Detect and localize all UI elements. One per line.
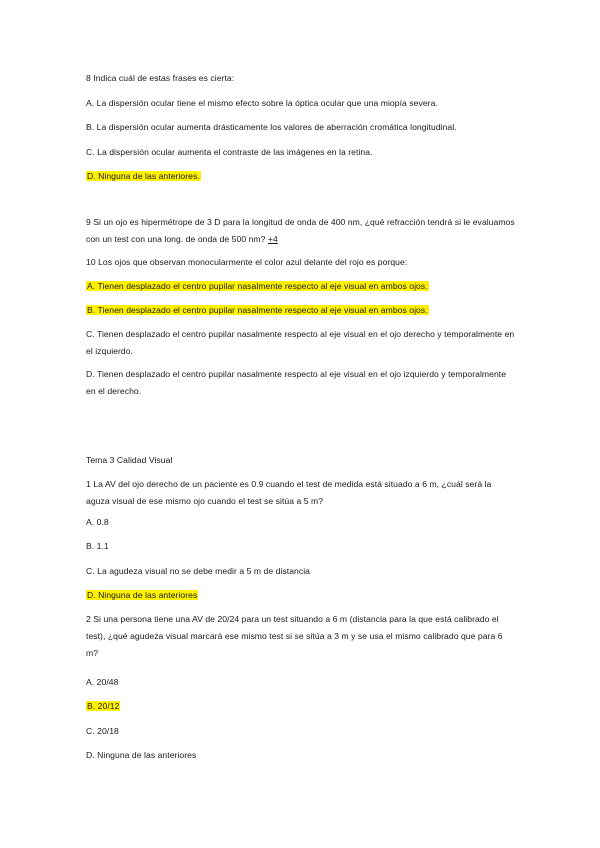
q10-option-b [86, 304, 429, 316]
q10-option-d: D. Tienen desplazado el centro pupilar nasalmente respecto al eje visual en el ojo izquierdo y temporalmente en el derecho. [86, 369, 507, 396]
q10-option-c: C. Tienen desplazado el centro pupilar nasalmente respecto al eje visual en el ojo derecho y temporalmente en el izquierdo. [86, 329, 515, 356]
q10-option-a [86, 280, 429, 292]
q9-text [86, 214, 516, 248]
q9-answer: +4 [267, 234, 278, 244]
q10-option-a-highlight: A. Tienen desplazado el centro pupilar nasalmente respecto al eje visual en ambos ojos. [87, 281, 428, 291]
t3q2-option-b [86, 700, 120, 712]
t3q1-option-c: C. La agudeza visual no se debe medir a 5 m de distancia [86, 566, 310, 576]
q9-question: 9 Si un ojo es hipermétrope de 3 D para la longitud de onda de 400 nm, ¿qué refracción tendrá si le evaluamos con un test con una long. de onda de 500 nm? [86, 217, 515, 244]
t3q2-option-b-highlight: B. 20/12 [87, 701, 120, 711]
section-title: Tema 3 Calidad Visual [86, 455, 173, 465]
t3q2-option-a: A. 20/48 [86, 677, 119, 687]
t3q1-option-a: A. 0.8 [86, 517, 109, 527]
q8-option-d [86, 170, 201, 182]
q10-option-b-highlight: B. Tienen desplazado el centro pupilar nasalmente respecto al eje visual en ambos ojos. [87, 305, 428, 315]
q8-option-a: A. La dispersión ocular tiene el mismo efecto sobre la óptica ocular que una miopía severa. [86, 98, 438, 108]
t3q2-text: 2 Si una persona tiene una AV de 20/24 para un test situando a 6 m (distancia para la que está calibrado el test), ¿qué agudeza visual marcará ese mismo test si se sitúa a 3 m y se usa el mismo calibrado que para 6 m? [86, 614, 503, 658]
t3q1-option-d-highlight: D. Ninguna de las anteriores [87, 590, 198, 600]
t3q1-text: 1 La AV del ojo derecho de un paciente es 0.9 cuando el test de medida está situado a 6 m, ¿cuál será la aguza visual de ese mismo ojo cuando el test se sitúa a 5 m? [86, 479, 492, 506]
t3q1-option-d [86, 589, 198, 601]
q10-title: 10 Los ojos que observan monocularmente el color azul delante del rojo es porque: [86, 257, 408, 267]
q8-title: 8 Indica cuál de estas frases es cierta: [86, 73, 235, 83]
q8-option-d-highlight: D. Ninguna de las anteriores. [87, 171, 200, 181]
t3q1-option-b: B. 1.1 [86, 541, 109, 551]
t3q2-option-d: D. Ninguna de las anteriores [86, 750, 197, 760]
q8-option-b: B. La dispersión ocular aumenta drásticamente los valores de aberración cromática longitudinal. [86, 122, 457, 132]
t3q2-option-c: C. 20/18 [86, 726, 119, 736]
q8-option-c: C. La dispersión ocular aumenta el contraste de las imágenes en la retina. [86, 147, 373, 157]
